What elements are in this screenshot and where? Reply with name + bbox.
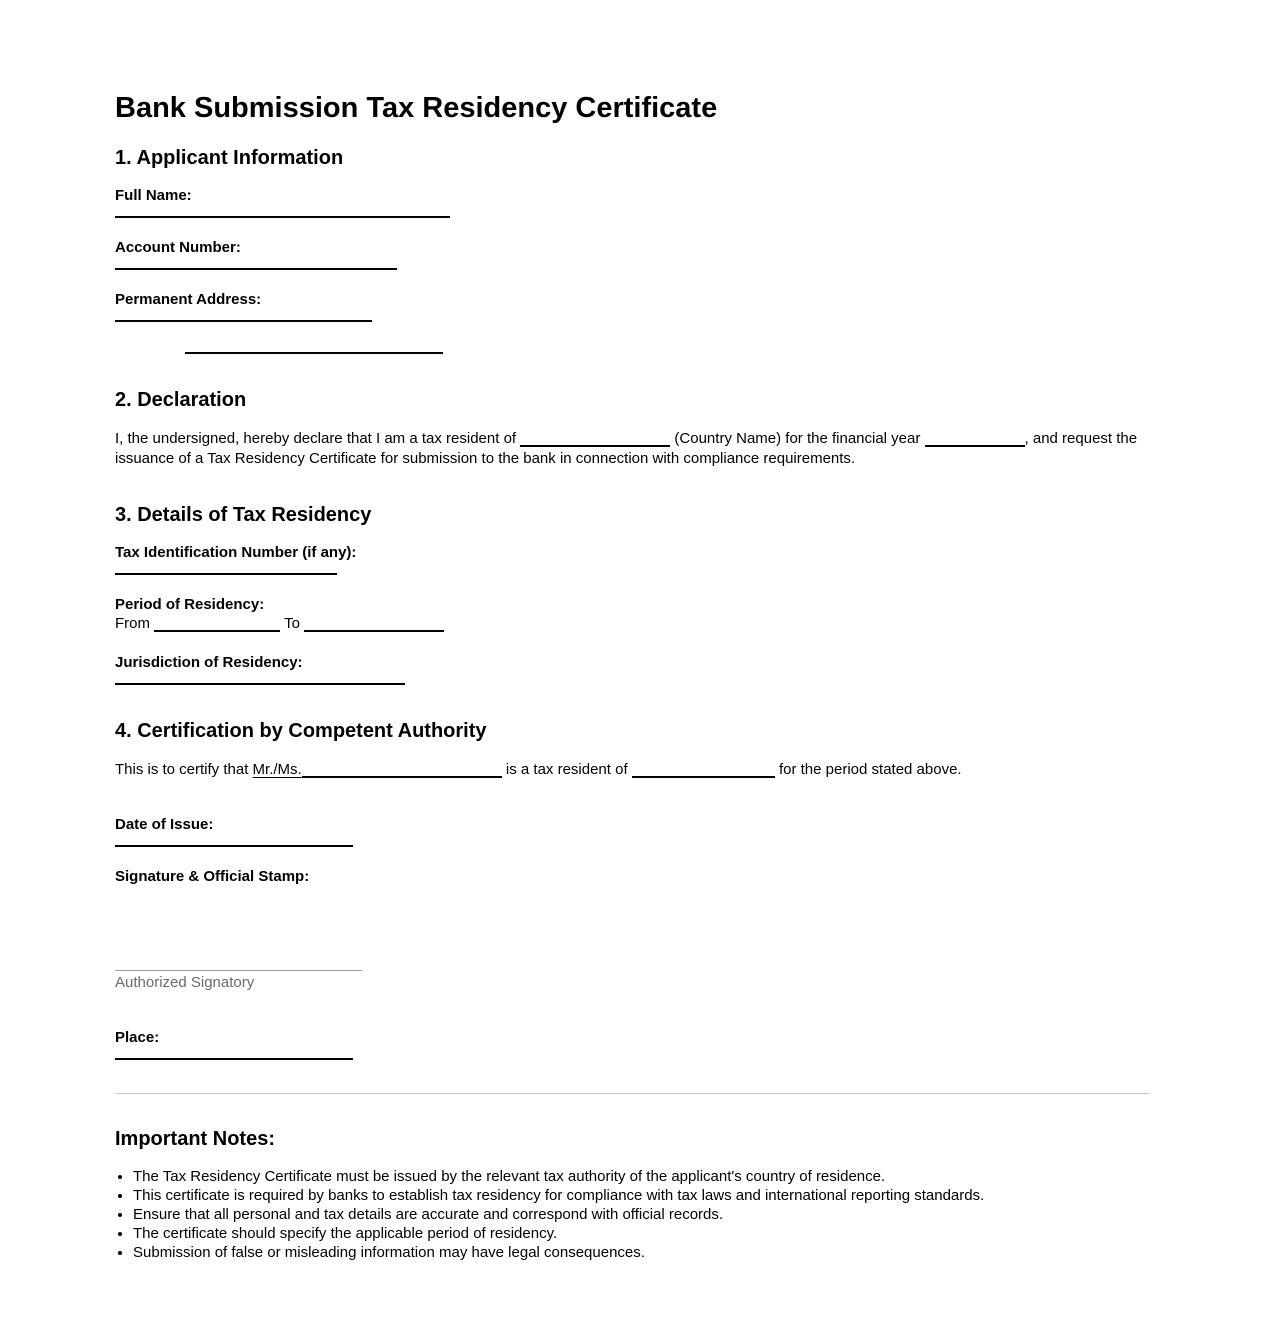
full-name-label: Full Name: — [115, 187, 192, 205]
signature-line — [115, 970, 362, 992]
period-from-blank — [154, 620, 280, 632]
certification-text-part1: This is to certify that — [115, 761, 249, 779]
section-heading-tax-residency-details: 3. Details of Tax Residency — [115, 504, 372, 527]
period-to-blank — [304, 620, 444, 632]
note-item: • This certificate is required by banks to establish tax residency for compliance with tax laws and international reporting standards. — [133, 1187, 1150, 1205]
note-item: • The certificate should specify the applicable period of residency. — [133, 1225, 1150, 1243]
date-of-issue-label: Date of Issue: — [115, 816, 214, 834]
certification-text — [115, 760, 1150, 780]
country-name-blank — [520, 435, 670, 447]
certification-text-part2: is a tax resident of — [505, 761, 628, 779]
tin-field — [115, 544, 1150, 575]
section-divider — [115, 1093, 1150, 1094]
signature-stamp-label: Signature & Official Stamp: — [115, 868, 310, 886]
note-item: • The Tax Residency Certificate must be issued by the relevant tax authority of the applicant's country of residence. — [133, 1168, 1150, 1186]
period-of-residency-line — [115, 615, 1150, 633]
note-item: • Submission of false or misleading information may have legal consequences. — [133, 1244, 1150, 1262]
full-name-field — [115, 187, 1150, 218]
certification-text-part3: for the period stated above. — [778, 761, 962, 779]
page-title: Bank Submission Tax Residency Certificate — [115, 92, 718, 124]
period-of-residency-field — [115, 596, 1150, 633]
full-name-blank-line — [115, 205, 450, 218]
permanent-address-label: Permanent Address: — [115, 291, 262, 309]
note-item: • Ensure that all personal and tax details are accurate and correspond with official records. — [133, 1206, 1150, 1224]
period-to-label: To — [284, 615, 300, 633]
certified-name-blank — [302, 766, 502, 778]
tin-label: Tax Identification Number (if any): — [115, 544, 357, 562]
place-label: Place: — [115, 1029, 160, 1047]
permanent-address-blank-line-2 — [185, 322, 443, 354]
section-heading-certification: 4. Certification by Competent Authority — [115, 720, 487, 743]
tin-blank-line — [115, 562, 337, 575]
date-of-issue-blank-line — [115, 834, 353, 847]
permanent-address-blank-line-1 — [115, 309, 372, 322]
signature-stamp-field — [115, 868, 1150, 992]
account-number-blank-line — [115, 257, 397, 270]
period-of-residency-label: Period of Residency: — [115, 596, 265, 614]
permanent-address-field — [115, 291, 1150, 354]
account-number-field — [115, 239, 1150, 270]
important-notes-list — [115, 1168, 1150, 1261]
place-blank-line — [115, 1047, 353, 1060]
period-from-label: From — [115, 615, 150, 633]
financial-year-blank — [925, 435, 1025, 447]
jurisdiction-label: Jurisdiction of Residency: — [115, 654, 303, 672]
residency-country-blank — [632, 766, 775, 778]
section-heading-declaration: 2. Declaration — [115, 389, 247, 412]
declaration-text-part3: , and request the issuance of a Tax Residency Certificate for submission to the bank in connection with compliance requirements. — [115, 430, 1138, 468]
declaration-text — [115, 429, 1150, 469]
place-field — [115, 1029, 1150, 1060]
account-number-label: Account Number: — [115, 239, 241, 257]
declaration-text-part1: I, the undersigned, hereby declare that I am a tax resident of — [115, 430, 517, 448]
jurisdiction-blank-line — [115, 672, 405, 685]
section-heading-applicant-information: 1. Applicant Information — [115, 147, 344, 170]
authorized-signatory-label: Authorized Signatory — [115, 974, 255, 992]
jurisdiction-field — [115, 654, 1150, 685]
salutation-text: Mr./Ms. — [252, 761, 302, 779]
important-notes-heading: Important Notes: — [115, 1128, 275, 1151]
date-of-issue-field — [115, 816, 1150, 847]
declaration-text-part2: (Country Name) for the financial year — [674, 430, 921, 448]
